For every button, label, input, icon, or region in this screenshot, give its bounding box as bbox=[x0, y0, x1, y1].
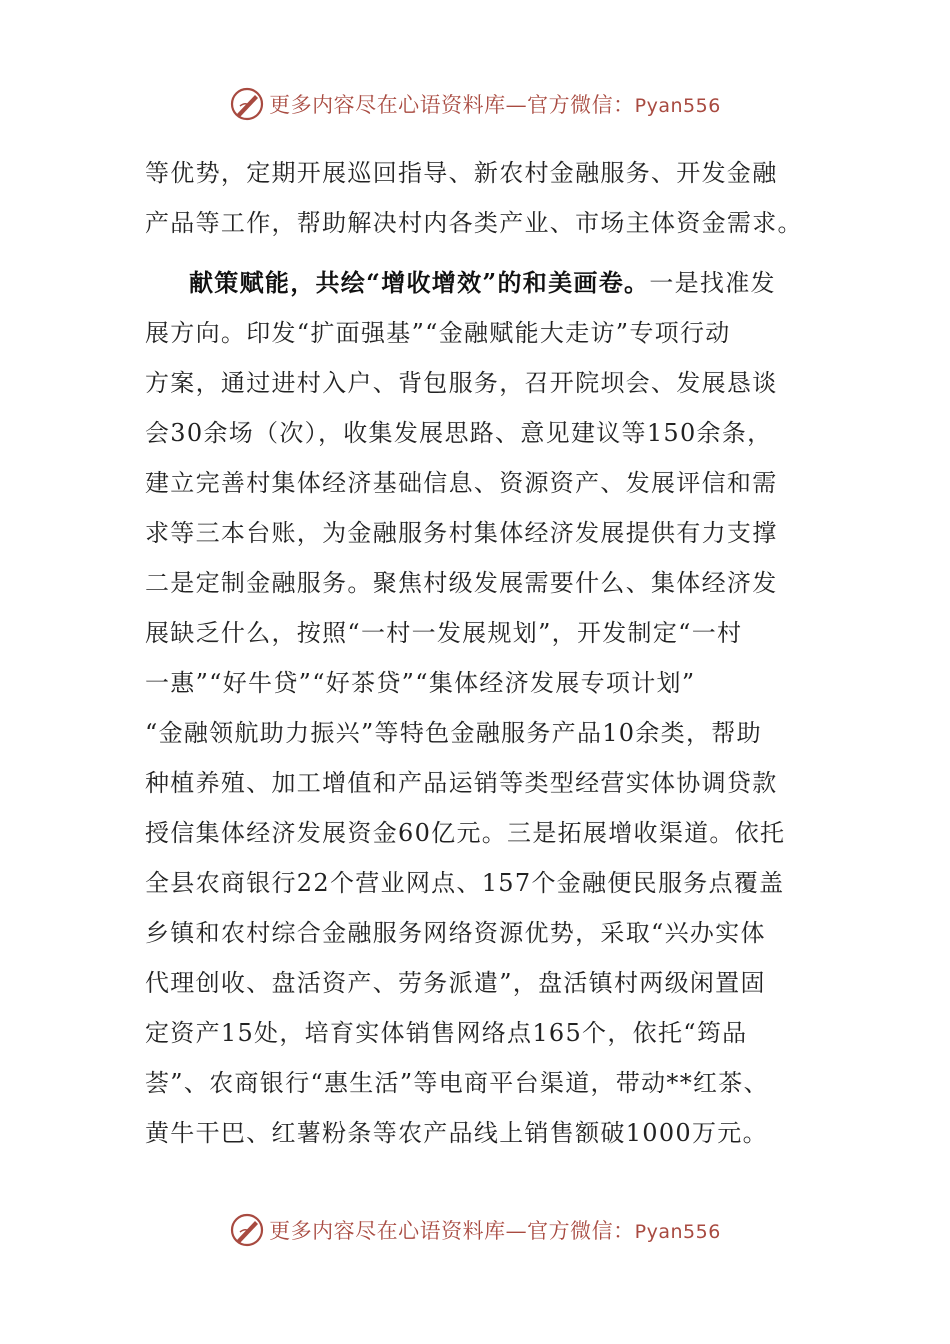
text-line: 代理创收、盘活资产、劳务派遣”，盘活镇村两级闲置固 bbox=[145, 969, 766, 997]
text-line: 一惠”“好牛贷”“好茶贷”“集体经济发展专项计划” bbox=[145, 669, 696, 697]
text-line: 全县农商银行22个营业网点、157个金融便民服务点覆盖 bbox=[145, 869, 785, 897]
text-line: 等优势，定期开展巡回指导、新农村金融服务、开发金融 bbox=[145, 159, 778, 187]
text-line: 黄牛干巴、红薯粉条等农产品线上销售额破1000万元。 bbox=[145, 1119, 768, 1147]
text-line: 定资产15处，培育实体销售网络点165个，依托“筠品 bbox=[145, 1019, 748, 1047]
watermark-text: 更多内容尽在心语资料库—官方微信：Pyan556 bbox=[269, 93, 721, 117]
text-line: 产品等工作，帮助解决村内各类产业、市场主体资金需求。 bbox=[145, 209, 803, 237]
text-line: “金融领航助力振兴”等特色金融服务产品10余类，帮助 bbox=[145, 719, 762, 747]
text-line: 展缺乏什么，按照“一村一发展规划”，开发制定“一村 bbox=[145, 619, 743, 647]
text-line: 建立完善村集体经济基础信息、资源资产、发展评信和需 bbox=[145, 469, 778, 497]
section-heading: 献策赋能，共绘“增收增效”的和美画卷。 bbox=[189, 268, 650, 297]
text-line: 展方向。印发“扩面强基”“金融赋能大走访”专项行动 bbox=[145, 319, 731, 347]
watermark-text: 更多内容尽在心语资料库—官方微信：Pyan556 bbox=[269, 1219, 721, 1243]
text-line: 授信集体经济发展资金60亿元。三是拓展增收渠道。依托 bbox=[145, 819, 786, 847]
text-line: 会30余场（次），收集发展思路、意见建议等150余条， bbox=[145, 419, 773, 447]
text-line: 方案，通过进村入户、背包服务，召开院坝会、发展恳谈 bbox=[145, 369, 778, 397]
text-line: 二是定制金融服务。聚焦村级发展需要什么、集体经济发 bbox=[145, 569, 778, 597]
text-line: 种植养殖、加工增值和产品运销等类型经营实体协调贷款 bbox=[145, 769, 778, 797]
pen-logo-icon bbox=[229, 1212, 265, 1248]
text-line: 乡镇和农村综合金融服务网络资源优势，采取“兴办实体 bbox=[145, 919, 766, 947]
header-watermark bbox=[0, 84, 950, 124]
text-line: 荟”、农商银行“惠生活”等电商平台渠道，带动**红茶、 bbox=[145, 1069, 769, 1097]
pen-logo-icon bbox=[229, 86, 265, 122]
text-line: 求等三本台账，为金融服务村集体经济发展提供有力支撑 bbox=[145, 519, 778, 547]
document-body bbox=[145, 148, 810, 1158]
footer-watermark bbox=[0, 1210, 950, 1250]
section-heading-line: 献策赋能，共绘“增收增效”的和美画卷。一是找准发 bbox=[189, 268, 776, 297]
